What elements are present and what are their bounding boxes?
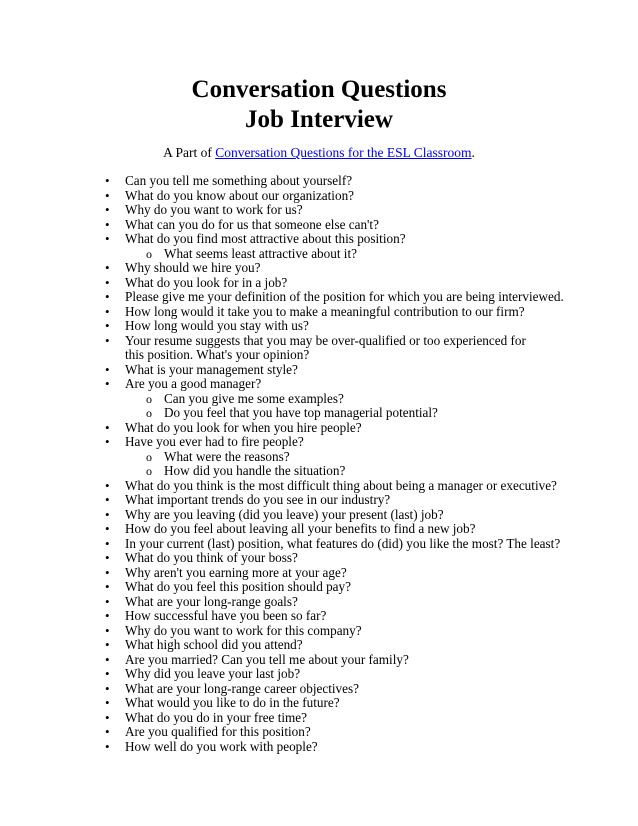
question-text: Please give me your definition of the position for which you are being interviewed. bbox=[125, 289, 564, 304]
bullet-icon: • bbox=[105, 332, 110, 348]
bullet-icon: • bbox=[105, 376, 110, 391]
question-text: What high school did you attend? bbox=[125, 637, 303, 652]
bullet-icon: • bbox=[105, 477, 110, 493]
circle-bullet-icon: o bbox=[146, 464, 152, 478]
question-text: Why are you leaving (did you leave) your present (last) job? bbox=[125, 506, 444, 522]
question-text: What do you think is the most difficult thing about being a manager or executive? bbox=[125, 477, 557, 493]
question-text: Why did you leave your last job? bbox=[125, 666, 301, 681]
question-text: How well do you work with people? bbox=[125, 738, 318, 754]
question-text: Are you a good manager? bbox=[125, 376, 262, 391]
circle-bullet-icon: o bbox=[146, 449, 152, 464]
question-text: Your resume suggests that you may be over-qualified or too experienced for this position. What's your opinion? bbox=[125, 332, 526, 362]
bullet-icon: • bbox=[105, 579, 110, 594]
bullet-icon: • bbox=[105, 622, 110, 638]
bullet-icon: • bbox=[105, 303, 110, 319]
question-text: Why aren't you earning more at your age? bbox=[125, 564, 347, 580]
source-line bbox=[0, 145, 638, 161]
page-subtitle-heading: Job Interview bbox=[245, 106, 393, 133]
bullet-icon: • bbox=[105, 709, 110, 725]
circle-bullet-icon: o bbox=[146, 246, 152, 261]
bullet-icon: • bbox=[105, 738, 110, 754]
question-text: What do you do in your free time? bbox=[125, 709, 308, 725]
question-text: What would you like to do in the future? bbox=[125, 695, 340, 710]
question-text: What do you know about our organization? bbox=[125, 187, 355, 203]
question-text: How do you feel about leaving all your benefits to find a new job? bbox=[125, 521, 476, 536]
bullet-icon: • bbox=[105, 608, 110, 623]
question-text: What are your long-range goals? bbox=[125, 593, 298, 609]
question-text: How long would it take you to make a meaningful contribution to our firm? bbox=[125, 303, 525, 319]
question-text: What do you feel this position should pay? bbox=[125, 579, 351, 594]
bullet-icon: • bbox=[105, 521, 110, 536]
question-text: What were the reasons? bbox=[164, 448, 290, 464]
bullet-icon: • bbox=[105, 651, 110, 667]
question-text: Why do you want to work for us? bbox=[125, 202, 303, 217]
page-title: Conversation Questions bbox=[191, 76, 447, 103]
question-text: Do you feel that you have top managerial potential? bbox=[164, 405, 438, 420]
bullet-icon: • bbox=[105, 318, 110, 333]
question-text: How successful have you been so far? bbox=[125, 608, 327, 623]
source-suffix: . bbox=[471, 145, 475, 160]
bullet-icon: • bbox=[105, 434, 110, 449]
question-text: How did you handle the situation? bbox=[164, 463, 346, 478]
bullet-icon: • bbox=[105, 695, 110, 710]
bullet-icon: • bbox=[105, 593, 110, 609]
circle-bullet-icon: o bbox=[146, 391, 152, 406]
question-text: Are you qualified for this position? bbox=[125, 724, 311, 739]
bullet-icon: • bbox=[105, 173, 110, 188]
question-text: What do you look for when you hire people? bbox=[125, 419, 362, 435]
bullet-icon: • bbox=[105, 216, 110, 232]
question-text: What do you find most attractive about this position? bbox=[125, 231, 406, 246]
question-text: Why should we hire you? bbox=[125, 260, 261, 275]
bullet-icon: • bbox=[105, 506, 110, 522]
question-text: What do you look for in a job? bbox=[125, 274, 288, 290]
bullet-icon: • bbox=[105, 187, 110, 203]
bullet-icon: • bbox=[105, 361, 110, 377]
question-text: Why do you want to work for this company? bbox=[125, 622, 362, 638]
bullet-icon: • bbox=[105, 724, 110, 739]
question-text: Can you give me some examples? bbox=[164, 390, 344, 406]
bullet-icon: • bbox=[105, 535, 110, 551]
bullet-icon: • bbox=[105, 666, 110, 681]
question-text: Can you tell me something about yourself? bbox=[125, 173, 353, 188]
question-text: What seems least attractive about it? bbox=[164, 245, 357, 261]
source-prefix: A Part of bbox=[163, 145, 216, 160]
bullet-icon: • bbox=[105, 550, 110, 565]
bullet-icon: • bbox=[105, 260, 110, 275]
question-text: Are you married? Can you tell me about your family? bbox=[125, 651, 409, 667]
bullet-icon: • bbox=[105, 680, 110, 696]
question-text: What important trends do you see in our industry? bbox=[125, 492, 391, 507]
bullet-icon: • bbox=[105, 289, 110, 304]
question-text: Have you ever had to fire people? bbox=[125, 434, 304, 449]
question-text: What are your long-range career objectives? bbox=[125, 680, 359, 696]
question-text: What do you think of your boss? bbox=[125, 550, 298, 565]
bullet-icon: • bbox=[105, 492, 110, 507]
question-text: What is your management style? bbox=[125, 361, 298, 377]
bullet-icon: • bbox=[105, 231, 110, 246]
source-link[interactable]: Conversation Questions for the ESL Classroom bbox=[215, 145, 472, 160]
bullet-icon: • bbox=[105, 564, 110, 580]
bullet-icon: • bbox=[105, 419, 110, 435]
question-text: How long would you stay with us? bbox=[125, 318, 309, 333]
question-text: What can you do for us that someone else can't? bbox=[125, 216, 379, 232]
circle-bullet-icon: o bbox=[146, 406, 152, 420]
bullet-icon: • bbox=[105, 202, 110, 217]
bullet-icon: • bbox=[105, 637, 110, 652]
question-text: In your current (last) position, what features do (did) you like the most? The least? bbox=[125, 535, 561, 551]
bullet-icon: • bbox=[105, 274, 110, 290]
